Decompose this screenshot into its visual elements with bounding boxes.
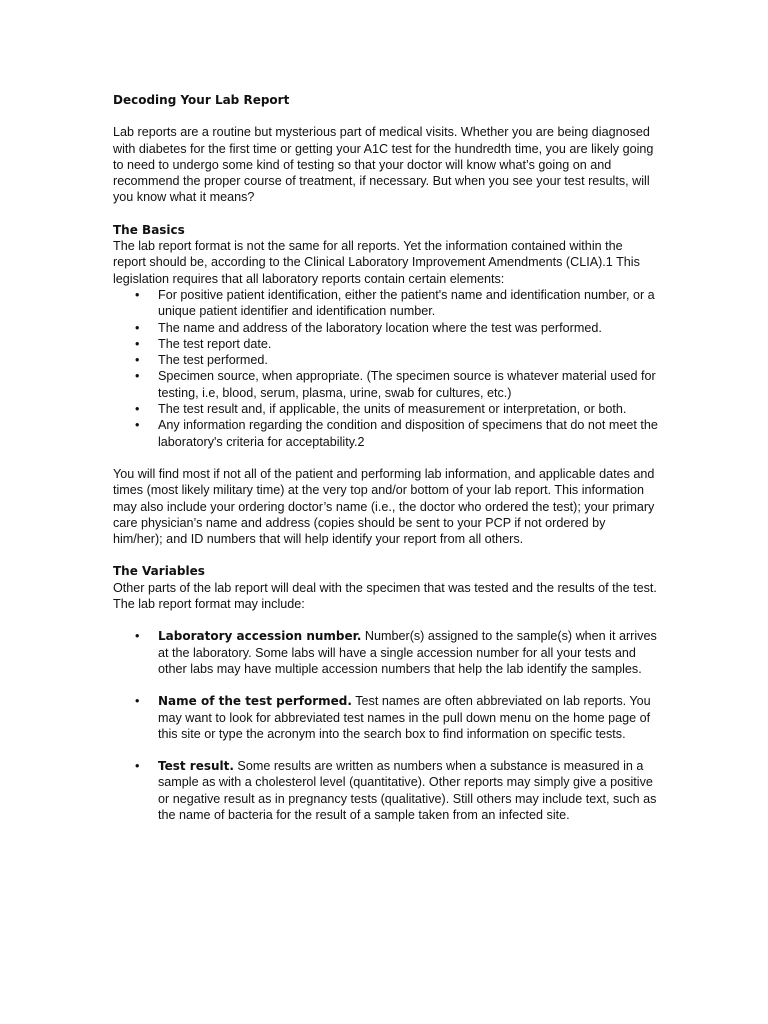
basics-list (113, 287, 658, 450)
list-item-text: For positive patient identification, either the patient's name and identification number, or a unique patient identifier and identification number. (158, 287, 655, 319)
bullet-icon: • (135, 320, 140, 335)
list-item (113, 352, 658, 368)
document-page (113, 92, 658, 839)
bullet-icon: • (135, 353, 140, 368)
list-item (113, 336, 658, 352)
list-item-text: The test performed. (158, 353, 268, 368)
list-item (113, 417, 658, 450)
term-description: Test names are often abbreviated on lab reports. You may want to look for abbreviated test names in the pull down menu on the home page of this site or type the acronym into the search box to find information on specific tests. (158, 694, 651, 741)
intro-paragraph: Lab reports are a routine but mysterious part of medical visits. Whether you are being diagnosed with diabetes for the first time or getting your A1C test for the hundredth time, you are likely going to need to undergo some kind of testing so that your doctor will know what’s going on and recommend the proper course of treatment, if necessary. But when you see your test results, will you know what it means? (113, 125, 654, 205)
variables-list (113, 628, 658, 823)
bullet-icon: • (135, 287, 140, 302)
list-item-text: Any information regarding the condition and disposition of specimens that do not meet the laboratory's criteria for acceptability.2 (158, 418, 658, 449)
bullet-icon: • (135, 418, 140, 433)
list-item-text: The name and address of the laboratory location where the test was performed. (158, 320, 602, 335)
list-item (113, 320, 658, 336)
bullet-icon: • (135, 629, 140, 644)
bullet-icon: • (135, 402, 140, 417)
middle-paragraph: You will find most if not all of the patient and performing lab information, and applicable dates and times (most likely military time) at the very top and/or bottom of your lab report. This information may also include your ordering doctor’s name (i.e., the doctor who ordered the test); your primary care physician’s name and address (copies should be sent to your PCP if not ordered by him/her); and ID numbers that will help identify your report from all others. (113, 466, 655, 547)
section-heading-variables: The Variables (113, 564, 205, 579)
document-title: Decoding Your Lab Report (113, 93, 290, 107)
list-item (113, 693, 658, 742)
section-heading-basics: The Basics (113, 222, 185, 237)
term-label: Test result. (158, 759, 234, 774)
variables-paragraph: Other parts of the lab report will deal with the specimen that was tested and the results of the test. The lab report format may include: (113, 580, 657, 612)
term-label: Laboratory accession number. (158, 629, 362, 644)
bullet-icon: • (135, 369, 140, 384)
term-description: Number(s) assigned to the sample(s) when it arrives at the laboratory. Some labs will have a single accession number for all your tests and other labs may have multiple accession numbers that help the lab identify the samples. (158, 629, 657, 676)
term-description: Some results are written as numbers when a substance is measured in a sample as with a cholesterol level (quantitative). Other reports may simply give a positive or negative result as in pregnancy tests (qualitative). Still others may include text, such as the name of bacteria for the result of a sample taken from an infected site. (158, 759, 657, 822)
basics-paragraph: The lab report format is not the same for all reports. Yet the information contained within the report should be, according to the Clinical Laboratory Improvement Amendments (CLIA).1 This legislation requires that all laboratory reports contain certain elements: (113, 239, 640, 286)
bullet-icon: • (135, 336, 140, 351)
list-item (113, 287, 658, 320)
term-label: Name of the test performed. (158, 694, 352, 709)
list-item-text: The test report date. (158, 336, 272, 351)
list-item-text: The test result and, if applicable, the units of measurement or interpretation, or both. (158, 402, 627, 417)
list-item-text: Specimen source, when appropriate. (The specimen source is whatever material used for testing, i.e, blood, serum, plasma, urine, swab for cultures, etc.) (158, 369, 656, 400)
bullet-icon: • (135, 759, 140, 774)
list-item (113, 758, 658, 823)
list-item (113, 368, 658, 401)
bullet-icon: • (135, 694, 140, 709)
list-item (113, 628, 658, 677)
list-item (113, 401, 658, 417)
